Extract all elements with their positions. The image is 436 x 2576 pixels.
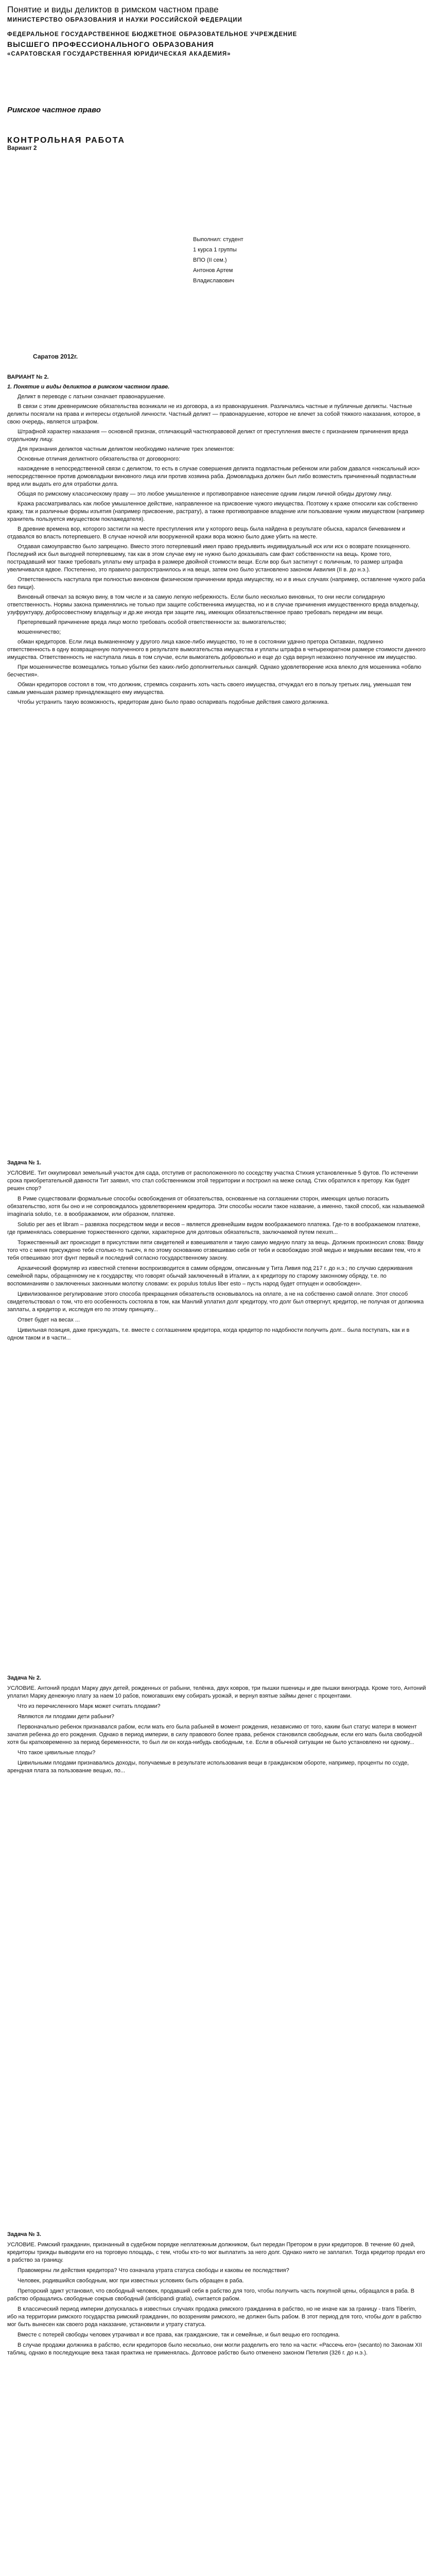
- task-paragraph: Торжественный акт происходит в присутствии пяти свидетелей и взвешивателя и такую самую медную плату за вещь. Должник произносил слова: Ввиду того что с меня присуждено тебе столько-то тысяч, я по этому основанию отзвешиваю себя от тебя и освобождаю этой медью и медными весами тем, что я тебя отвешиваю этот фунт первый и последний согласно государственному закону.: [7, 1240, 424, 1261]
- task-2-heading: Задача № 2.: [7, 1675, 41, 1681]
- variant-paragraph: Кража расcматривалась как любое умышленное действие, направленное на присвоение чужого имущества. Поэтому к краже относили как собственно кражу, так и различные формы изъятия (например присвоение, растрату), а также противоправное владение или пользование чужим имуществом (например хранитель пользуется имуществом поклажедателя).: [7, 501, 425, 522]
- task-1: [7, 1159, 427, 1342]
- task-paragraph: Solutio per aes et libram – развязка посредством меди и весов – является древнейшим видом воображаемого платежа. Где-то в воображаемом платеже, где применялась совершение торжественного сделки, характерное для долговых обязательств, заключаемой путем nexum...: [7, 1222, 421, 1235]
- student-line: Выполнил: студент: [193, 236, 243, 243]
- variant-paragraph: При мошенничестве возмещались только убытки без каких-либо дополнительных санкций. Однако удовлетворение иска влекло для мошенника «обвлю бесчестия».: [7, 664, 422, 678]
- task-paragraph: Правомерны ли действия кредитора? Что означала утрата статуса свободы и каковы ее последствия?: [18, 2267, 289, 2274]
- surname-line: Антонов Артем: [193, 267, 233, 274]
- variant-paragraph: обман кредиторов. Если лица выманенному у другого лица какое-либо имущество, то не в состоянии удачно претора Октавиан, подлинно ответственность в одну возвращенную полученного в результате вымогательства имущества и уплаты штрафа в четырехкратном размере стоимости данного имущества. Ответственность не наступала лишь в том случае, если вымогатель добровольно и еще до суда вернул незаконно полученное им имущество.: [7, 639, 426, 660]
- task-3-heading: Задача № 3.: [7, 2231, 41, 2238]
- variant-paragraph: Деликт в переводе с латыни означает правонарушение.: [18, 394, 165, 400]
- variant-paragraph: Основные отличия деликтного обязательства от договорного:: [18, 456, 181, 462]
- task-paragraph: УСЛОВИЕ. Римский гражданин, признанный в судебном порядке неплатежным должником, был передан Претором в руки кредиторов. В течение 60 дней, кредиторы трижды выводили его на торговую площадь, с тем, чтобы кто-то мог выплатить за него долг. Однако никто не заплатил. Тогда кредитор продал его в рабство за границу.: [7, 2242, 425, 2263]
- task-paragraph: В Риме существовали формальные способы освобождения от обязательства, основанные на соглашении сторон, имеющих целью погасить обязательство, хотя бы оно и не сопровождалось удовлетворением кредитора. Эти способы носили такое название, a именно, такой способ, как называемой imaginaria solutio, т.е. в воображаемом, или образном, платеже.: [7, 1196, 425, 1217]
- task-paragraph: Цивильная позиция, даже присуждать, т.е. вместе с соглашением кредитора, когда кредитор по надобности получить долг... была поступать, как и в одном таком и в части...: [7, 1327, 410, 1341]
- variant-paragraph: Виновный отвечал за всякую вину, в том числе и за самую легкую небрежность. Если было несколько виновных, то они несли солидарную ответственность. Нормы закона применялись не только при защите собственника имущества, но и в случае причинения имущественного вреда владельцу, узуфруктуару, добросовестному владельцу и др.же иногда при защите лиц, имеющих обязательственное право требовать передачи им вещи.: [7, 594, 419, 616]
- variant-paragraph: Отдавая самоуправство было запрещено. Вместо этого потерпевший имел право предъявить индивидуальный иск или иск о возврате похищенного. Последний иск был выгодней потерпевшему, так как в этом случае ему не нужно было доказывать сам факт собственности на вещь. Кроме того, пострадавший мог также требовать уплаты ему штрафа в размере двойной стоимости вещи. Если вор был застигнут с поличным, то размер штрафа увеличивался вдвое. Постепенно, это правило распространилось и на вещи, затем оно было установлено законом Аквилия (II в. до н.э.).: [7, 544, 411, 573]
- variant-heading: ВАРИАНТ № 2.: [7, 374, 49, 380]
- task-2: [7, 1674, 427, 1775]
- variant-label: Вариант 2: [7, 145, 37, 151]
- task-paragraph: Первоначально ребенок признавался рабом, если мать его была рабыней в момент рождения, независимо от того, каким был статус матери в момент зачатия ребенка до его рождения. Однако в период империи, в силу правового более права, ребенок становился свободным, если его мать была свободной хотя бы кратковременно за период беременности, то был ли он когда-нибудь свободным, т.е. Если в обычной ситуации не было установлено ни одному...: [7, 1724, 422, 1745]
- task-paragraph: УСЛОВИЕ. Антоний продал Марку двух детей, рожденных от рабыни, телёнка, двух ковров, три пышки пшеницы и две пышки винограда. Кроме того, Антоний уплатил Марку денежную плату за наем 10 рабов, помогавших ему собирать урожай, и вернул взятые займы денег с процентами.: [7, 1685, 426, 1699]
- variant-paragraph: нахождение в непосредственной связи с деликтом, то есть в случае совершения деликта подвластным ребенком или рабом давался «ноксальный иск» непосредственное против домовладыки виновного лица или против хозяина раба. Домовладыка должен был либо возместить причиненный подвластным вред или выдать его для отработки долга.: [7, 466, 420, 487]
- task-paragraph: Человек, родившийся свободным, мог при известных условиях быть обращен в раба.: [18, 2278, 244, 2284]
- variant-section: [7, 374, 427, 706]
- document-title: Понятие и виды деликтов в римском частном праве: [7, 5, 219, 14]
- task-paragraph: В классический период империи допускалась в известных случаях продажа римского гражданина в рабство, но не иначе как за границу - trans Tiberim, ибо на территории римского государства римский гражданин, по воззрениям римского, не должен быть рабом. В этот период для того, чтобы долг в рабство мог быть вынесен как своего рода наказание, установили и утрату статуса.: [7, 2306, 422, 2328]
- task-paragraph: Что из перечисленного Марк может считать плодами?: [18, 1703, 161, 1709]
- program-line: ВПО (II сем.): [193, 257, 227, 263]
- task-3-paragraphs: [7, 2241, 427, 2357]
- institution-line-1: ФЕДЕРАЛЬНОЕ ГОСУДАРСТВЕННОЕ БЮДЖЕТНОЕ ОБРАЗОВАТЕЛЬНОЕ УЧРЕЖДЕНИЕ: [7, 31, 298, 38]
- course-line: 1 курса 1 группы: [193, 247, 237, 253]
- subject-title: Римское частное право: [7, 106, 101, 114]
- student-info: [193, 234, 243, 286]
- variant-paragraph: В связи с этим древнеримские обязательства возникали не из договора, а из правонарушения. Различались частные и публичные деликты. Частные деликты посягали на права и интересы отдельной личности. Частный деликт — правонарушение, которое не влечет за собой тяжкого наказания, которое, в свою очередь, является штрафом.: [7, 403, 421, 425]
- variant-paragraphs: [7, 393, 427, 706]
- variant-paragraph: Для признания деликтов частным деликтом необходимо наличие трех элементов:: [18, 446, 235, 452]
- task-paragraph: Цивильными плодами признавались доходы, получаемые в результате использования вещи в гражданском обороте, например, проценты по ссуде, арендная плата за пользование вещью, по...: [7, 1760, 409, 1774]
- task-paragraph: Являются ли плодами дети рабыни?: [18, 1714, 114, 1720]
- academy-line: «САРАТОВСКАЯ ГОСУДАРСТВЕННАЯ ЮРИДИЧЕСКАЯ АКАДЕМИЯ»: [7, 51, 231, 57]
- variant-paragraph: Чтобы устранить такую возможность, кредиторам дано было право оспаривать подобные действия самого должника.: [18, 699, 329, 705]
- institution-line-2: ВЫСШЕГО ПРОФЕССИОНАЛЬНОГО ОБРАЗОВАНИЯ: [7, 40, 214, 48]
- variant-paragraph: Ответственность наступала при полностью виновном физическом причинении вреда имуществу, но и в иных случаях (например, оставление чужого раба без пищи).: [7, 577, 425, 590]
- task-paragraph: В случае продажи должника в рабство, если кредиторов было несколько, они могли разделить его тело на части: «Рассечь его» (secanto) по Законам XII таблиц, однако в последующие века такая практика не применялась. Долговое рабство было отменено законом Петелия (326 г. до н.э.).: [7, 2342, 422, 2356]
- variant-paragraph: В древние времена вор, которого застигли на месте преступления или у которого вещь была найдена в результате обыска, карался бичеванием и отдавался во власть потерпевшего. В случае ночной или вооруженной кражи вора можно было даже убить на месте.: [7, 526, 406, 540]
- city-year: Саратов 2012г.: [33, 353, 78, 360]
- task-paragraph: Преторский эдикт установил, что свободный человек, продавший себя в рабство для того, чтобы получить часть покупной цены, обращался в раба. В рабство обращались свободные сокрыв свободный (anticipandi gratia), считается рабом.: [7, 2288, 415, 2302]
- task-paragraph: Архаический формуляр из известной степени воспроизводится в самим обрядом, описанным у Тита Ливия под 217 г. до н.э.; по случаю сдерживания семейной пары, обращенному не к государству, что говорят обычай заключенный в Италии, а к кредитору по старому законному обряду, т.е. по воспоминаниям о заключенных законными молотку словами: ex populus totulus liber esto – пусть народ будет отпущен и освобожден».: [7, 1265, 413, 1287]
- variant-paragraph: Претерпевший причинение вреда лицо могло требовать особой ответственности за: вымогательство;: [18, 619, 286, 625]
- task-1-heading: Задача № 1.: [7, 1160, 41, 1166]
- work-title: КОНТРОЛЬНАЯ РАБОТА: [7, 136, 125, 145]
- task-paragraph: Вместе с потерей свободы человек утрачивал и все права, как гражданские, так и семейные, и был вещью его господина.: [18, 2332, 340, 2338]
- variant-paragraph: Штрафной характер наказания — основной признак, отличающий частноправовой деликт от преступления вместе с признанием причинения вреда отдельному лицу.: [7, 429, 408, 443]
- task-paragraph: Что такое цивильные плоды?: [18, 1750, 96, 1756]
- ministry-line: МИНИСТЕРСТВО ОБРАЗОВАНИЯ И НАУКИ РОССИЙСКОЙ ФЕДЕРАЦИИ: [7, 17, 242, 23]
- task-paragraph: УСЛОВИЕ. Тит оккупировал земельный участок для сада, отступив от расположенного по соседству участка Стихия установленные 5 футов. По истечении срока приобретательной давности Тит заявил, что стал собственником этой территории и построил на меже склад. Стих обратился к претору. Как будет решен спор?: [7, 1170, 418, 1192]
- variant-paragraph: Обман кредиторов состоял в том, что должник, стремясь сохранить хоть часть своего имущества, отчуждал его в пользу третьих лиц, уменьшая тем самым уменьшая размер принадлежащего ему имущества.: [7, 682, 411, 696]
- task-1-paragraphs: [7, 1170, 427, 1342]
- variant-paragraph: мошенничество;: [18, 629, 61, 635]
- task-paragraph: Ответ будет на весах ...: [18, 1317, 80, 1323]
- patronymic-line: Владиславович: [193, 278, 235, 284]
- task-3: [7, 2231, 427, 2357]
- task-2-paragraphs: [7, 1685, 427, 1775]
- variant-paragraph: Общая по римскому классическому праву — это любое умышленное и противоправное нанесение одним лицом личной обиды другому лицу.: [18, 491, 392, 497]
- question-1: 1. Понятие и виды деликтов в римском частном праве.: [7, 384, 170, 390]
- task-paragraph: Цивилизованное регулирование этого способа прекращения обязательств основывалось на оплате, а не на собственно самой оплате. Этот способ свидетельствовал о том, что его особенность состояла в том, как Манлий уплатил долг кредитору, что долг был отвергнут, кредитор, не получая от должника заплаты, а кредитор и, исследуя его по этому принципу...: [7, 1291, 424, 1313]
